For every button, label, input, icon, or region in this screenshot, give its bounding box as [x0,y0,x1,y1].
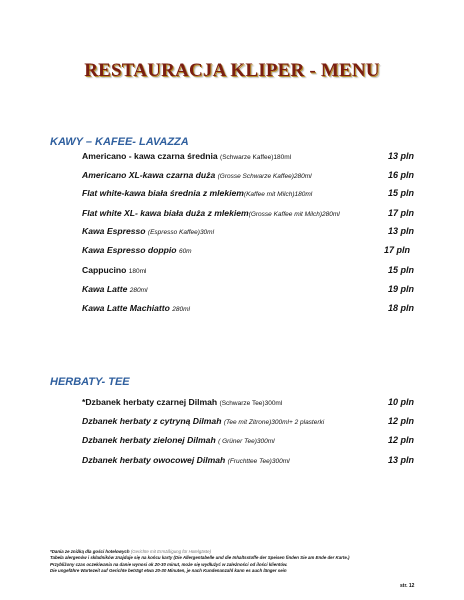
item-label [82,416,324,426]
item-name: Flat white-kawa biała średnia z mlekiem [82,188,244,198]
item-name: Kawa Latte Machiatto [82,303,173,313]
menu-item-latte-machiatto [82,303,414,317]
page-number: str. 12 [400,583,415,589]
item-price: 15 pln [387,265,414,275]
menu-item-latte [82,284,414,298]
menu-item-espresso-doppio [82,245,414,259]
menu-title: RESTAURACJA KLIPER - MENU [84,60,380,81]
menu-item-espresso [82,226,414,240]
item-price: 16 pln [387,170,414,180]
menu-item-flat-white-xl [82,208,414,222]
footnote-discount-de: (Gerichte mit Ermäßigung für Hotelgäste) [130,549,212,554]
section-title-coffee: KAWY – KAFEE- LAVAZZA [50,136,189,148]
item-name: Kawa Latte [82,284,130,294]
footnote-allergens: Tabela alergenów i składników znajduje się na końcu karty (Die Allergentabelle und die Inhaltsstoffe der Speisen finden Sie am Ende der Karte.) [50,555,350,561]
section-title-tea: HERBATY- TEE [50,376,130,388]
item-note: (Grosse Kaffee mit Milch)280ml [248,211,340,218]
menu-item-americano [82,151,414,165]
item-note: 180ml [128,268,147,275]
item-label [82,188,312,198]
item-price: 13 pln [387,455,414,465]
menu-item-lemon-tea [82,416,414,430]
menu-item-flat-white [82,188,414,202]
item-name: Cappucino [82,265,129,275]
item-label [82,455,290,465]
item-name: Dzbanek herbaty zielonej Dilmah [82,435,219,445]
item-note: 60m [178,248,192,255]
footnote-wait-time-de: Die ungefähre Wartezeit auf Gerichte beträgt etwa 20-30 Minuten, je nach Kundenanzahl kann es auch länger sein [50,567,287,573]
menu-item-green-tea [82,435,414,449]
footnote-discount-pl: *Dania ze zniżką dla gości hotelowych [50,549,131,554]
item-label [82,151,291,161]
item-price: 10 pln [387,397,414,407]
item-note: (Schwarze Tee)300ml [219,400,283,407]
item-name: Kawa Espresso [82,226,148,236]
item-label [82,435,275,445]
item-price: 13 pln [387,151,414,161]
item-price: 18 pln [387,303,414,313]
item-name: Flat white XL- kawa biała duża z mlekiem [82,208,249,218]
item-price: 19 pln [387,284,414,294]
item-name: *Dzbanek herbaty czarnej Dilmah [82,397,220,407]
item-name: Dzbanek herbaty owocowej Dilmah [82,455,228,465]
item-label [82,208,340,218]
item-label [82,284,147,294]
item-note: (Espresso Kaffee)30ml [147,229,215,236]
menu-item-americano-xl [82,170,414,184]
footnotes [50,549,420,574]
item-label [82,170,312,180]
item-label [82,265,147,275]
item-name: Americano XL-kawa czarna duża [82,170,218,180]
menu-item-fruit-tea [82,455,414,469]
item-price: 13 pln [387,226,414,236]
item-name: Kawa Espresso doppio [82,245,179,255]
item-note: (Schwarze Kaffee)180ml [220,154,292,161]
menu-item-cappucino [82,265,414,279]
item-price: 17 pln [387,208,414,218]
item-note: (Grosse Schwarze Kaffee)280ml [217,173,312,180]
item-note: (Kaffee mit Milch)180ml [243,191,313,198]
item-price: 15 pln [387,188,414,198]
item-note: 280ml [129,287,148,294]
item-label [82,397,282,407]
item-price: 12 pln [387,416,414,426]
item-note: 280ml [172,306,190,313]
item-price: 12 pln [387,435,414,445]
footnote-wait-time-pl: Przybliżony czas oczekiwania na danie wynosi ok 20-30 minut, może się wydłużyć w zależności od ilości klientów. [50,561,288,567]
menu-item-black-tea [82,397,414,411]
item-note: ( Grüner Tee)300ml [218,438,275,445]
item-name: Dzbanek herbaty z cytryną Dilmah [82,416,224,426]
item-note: (Tee mit Zitrone)300ml+ 2 plasterki [223,419,325,426]
item-note: (Fruchttee Tee)300ml [227,458,290,465]
item-label [82,226,214,236]
item-name: Americano - kawa czarna średnia [82,151,221,161]
item-price: 17 pln [383,245,410,255]
item-label [82,303,190,313]
item-label [82,245,192,255]
